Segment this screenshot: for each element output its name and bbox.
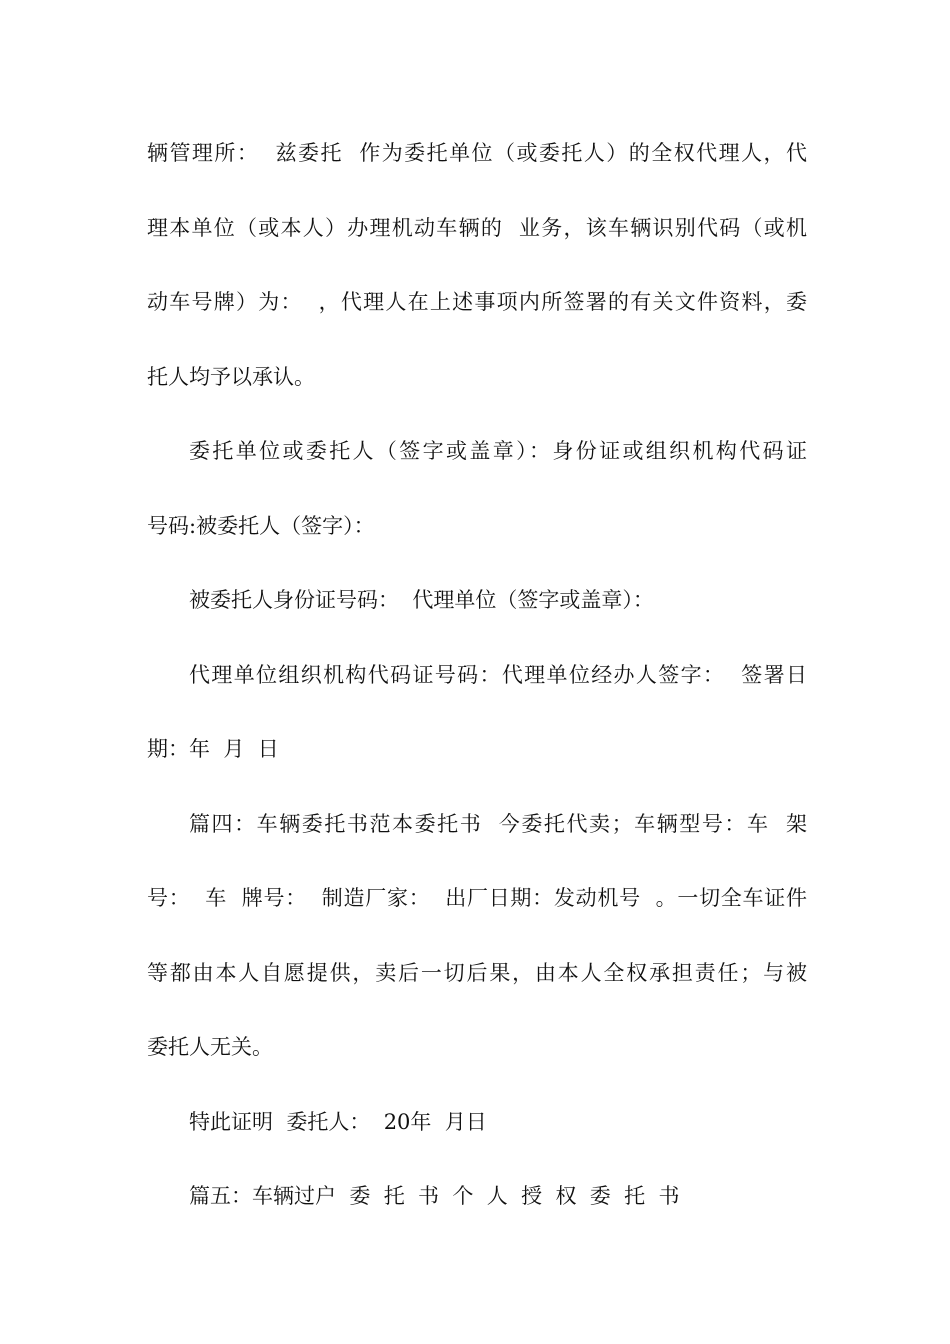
paragraph-line: 等都由本人自愿提供，卖后一切后果，由本人全权承担责任；与被	[147, 960, 807, 985]
paragraph-line: 号码:被委托人（签字）：	[147, 513, 375, 538]
paragraph-line: 篇四：车辆委托书范本委托书 今委托代卖；车辆型号：车 架	[189, 811, 807, 836]
paragraph-line: 理本单位（或本人）办理机动车辆的 业务，该车辆识别代码（或机	[147, 215, 807, 240]
paragraph-line: 号： 车 牌号： 制造厂家： 出厂日期：发动机号 。一切全车证件	[147, 886, 807, 910]
paragraph-line: 委托人无关。	[147, 1035, 273, 1059]
paragraph-line: 被委托人身份证号码： 代理单位（签字或盖章）：	[189, 588, 654, 612]
paragraph-line: 代理单位组织机构代码证号码：代理单位经办人签字： 签署日	[189, 662, 807, 687]
document-body	[147, 128, 807, 1246]
paragraph-line: 委托单位或委托人（签字或盖章）：身份证或组织机构代码证	[189, 439, 807, 463]
paragraph-line: 托人均予以承认。	[147, 364, 315, 389]
paragraph-line: 动车号牌）为： ，代理人在上述事项内所签署的有关文件资料，委	[147, 290, 807, 314]
section-heading: 篇五：车辆过户 委 托 书 个 人 授 权 委 托 书	[189, 1184, 680, 1208]
paragraph-line: 期：年 月 日	[147, 737, 279, 761]
paragraph-line: 辆管理所： 兹委托 作为委托单位（或委托人）的全权代理人，代	[147, 141, 807, 165]
paragraph-line: 特此证明 委托人： 20年 月日	[189, 1109, 487, 1134]
